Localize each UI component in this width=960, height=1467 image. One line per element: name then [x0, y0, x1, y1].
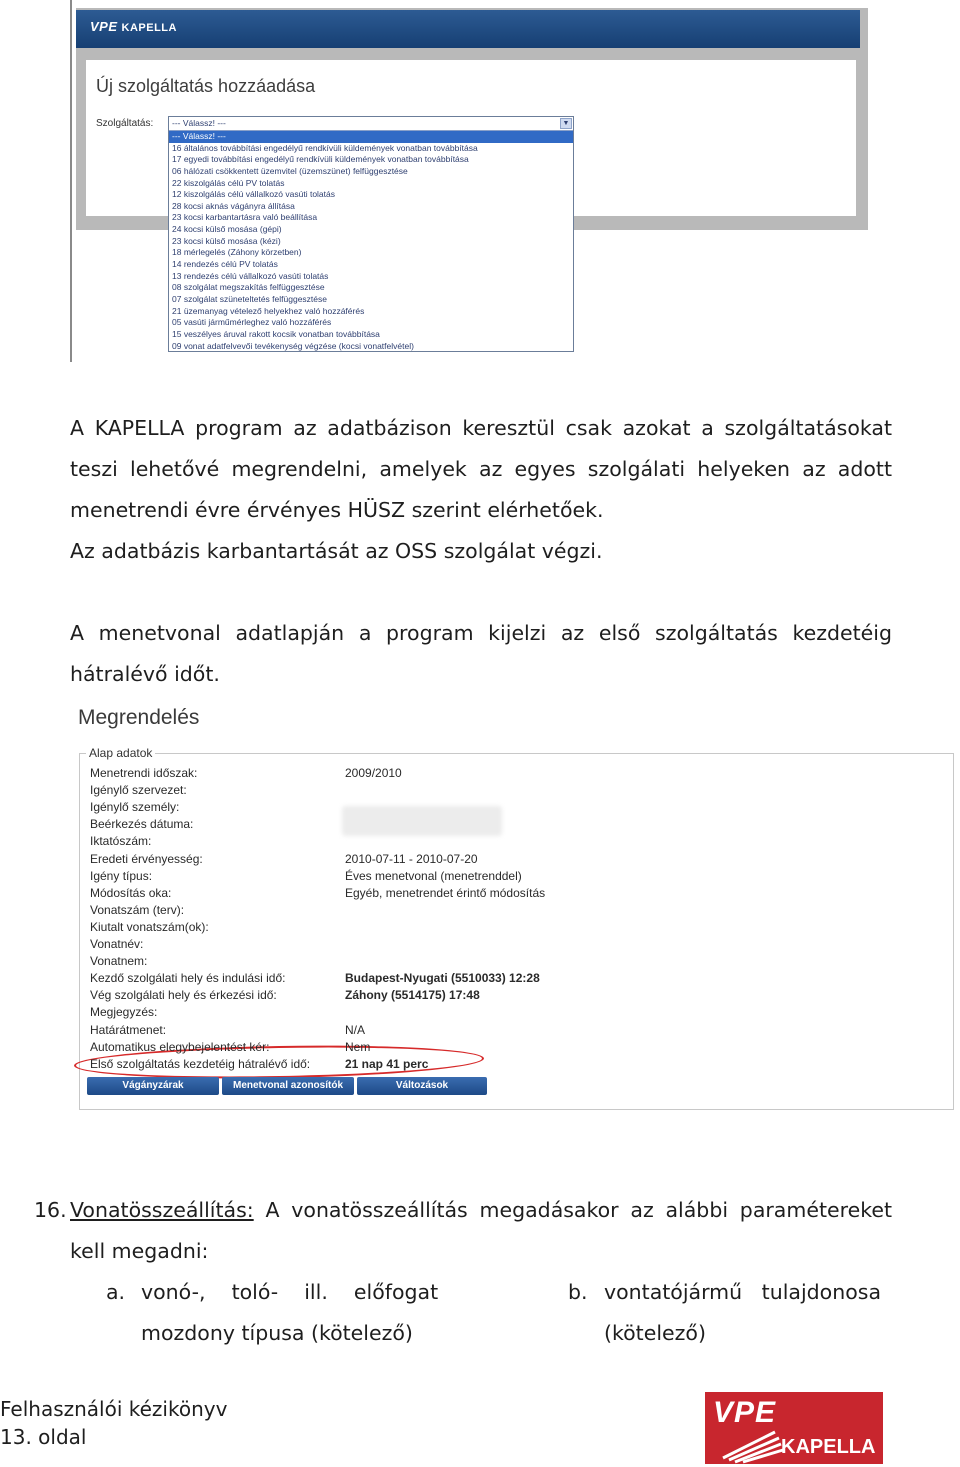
field-label: Megjegyzés: [90, 1005, 158, 1020]
field-label: Módosítás oka: [90, 885, 172, 900]
item-b-marker: b. [568, 1280, 588, 1304]
service-select-dropdown[interactable] [168, 116, 574, 352]
field-value: 21 nap 41 perc [345, 1056, 429, 1071]
item-a-marker: a. [106, 1280, 126, 1304]
service-option[interactable]: 07 szolgálat szüneteltetés felfüggesztése [172, 293, 327, 304]
field-label: Vég szolgálati hely és érkezési idő: [90, 988, 277, 1003]
field-label: Vonatszám (terv): [90, 902, 185, 917]
field-label: Menetrendi időszak: [90, 766, 198, 780]
footer-manual-title: Felhasználói kézikönyv [0, 1397, 228, 1421]
field-label: Automatikus elegybejelentést kér: [90, 1039, 270, 1054]
service-option[interactable]: 23 kocsi külső mosása (kézi) [172, 235, 281, 246]
field-label: Határátmenet: [90, 1022, 167, 1037]
changes-button[interactable]: Változások [357, 1077, 487, 1095]
field-label: Iktatószám: [90, 834, 152, 849]
service-option[interactable]: 22 kiszolgálás célú PV tolatás [172, 177, 285, 188]
service-option[interactable]: 14 rendezés célú PV tolatás [172, 259, 278, 270]
paragraph-1-line-2: teszi lehetővé megrendelni, amelyek az egyes szolgálati helyeken az adott [70, 457, 892, 481]
path-identifiers-button[interactable]: Menetvonal azonosítók [222, 1077, 354, 1095]
order-screenshot [70, 700, 956, 1112]
margin-line [70, 0, 72, 362]
item-a-line-2: mozdony típusa (kötelező) [141, 1321, 413, 1345]
paragraph-1-line-4: Az adatbázis karbantartását az OSS szolgálat végzi. [70, 539, 603, 563]
paragraph-1-line-3: menetrendi évre érvényes HÜSZ szerint elérhetőek. [70, 498, 604, 522]
field-label: Igény típus: [90, 868, 153, 883]
order-title: Megrendelés [78, 706, 200, 729]
service-option[interactable]: 13 rendezés célú vállalkozó vasúti tolatás [172, 270, 329, 281]
section-heading: Vonatösszeállítás: [70, 1198, 254, 1222]
field-label: Vonatnem: [90, 954, 148, 969]
service-option[interactable]: 24 kocsi külső mosása (gépi) [172, 224, 282, 235]
service-option[interactable]: 06 hálózati csökkentett üzemvitel (üzemszünet) felfüggesztése [172, 165, 408, 176]
add-service-title: Új szolgáltatás hozzáadása [96, 76, 316, 96]
track-closures-button[interactable]: Vágányzárak [87, 1077, 219, 1095]
item-b-line-1: vontatójármű tulajdonosa [604, 1280, 882, 1304]
field-label: Beérkezés dátuma: [90, 817, 194, 832]
item-b-line-2: (kötelező) [604, 1321, 706, 1345]
field-value: Egyéb, menetrendet érintő módosítás [345, 885, 546, 900]
service-option[interactable]: 21 üzemanyag vételező helyekhez való hozzáférés [172, 305, 365, 316]
service-option[interactable]: 16 általános továbbítási engedélyű rendkívüli küldemények vonatban továbbítása [172, 142, 478, 153]
paragraph-2-line-2: hátralévő időt. [70, 662, 220, 686]
field-value: 2010-07-11 - 2010-07-20 [345, 851, 478, 866]
service-field-label: Szolgáltatás: [96, 118, 154, 129]
kapella-mini-logo: VPE KAPELLA [90, 19, 177, 34]
field-label: Vonatnév: [90, 937, 144, 951]
basic-data-legend: Alap adatok [86, 746, 155, 760]
field-value: Budapest-Nyugati (5510033) 12:28 [345, 971, 540, 986]
service-options-list [169, 131, 573, 352]
service-option[interactable]: 09 vonat adatfelvevői tevékenység végzése (kocsi vonatfelvétel) [172, 340, 414, 351]
section-16-line-1: Vonatösszeállítás: A vonatösszeállítás megadásakor az alábbi paramétereket [70, 1198, 892, 1222]
logo-vpe-text: VPE [713, 1396, 777, 1429]
logo-kapella-text: KAPELLA [781, 1436, 876, 1458]
section-16-line-2: kell megadni: [70, 1239, 209, 1263]
service-option[interactable]: --- Válassz! --- [169, 131, 573, 143]
field-value: Záhony (5514175) 17:48 [345, 988, 480, 1003]
service-option[interactable]: 18 mérlegelés (Záhony körzetben) [172, 247, 302, 258]
field-value: Nem [345, 1039, 371, 1054]
field-label: Eredeti érvényesség: [90, 851, 203, 866]
vpe-kapella-logo [705, 1392, 883, 1464]
service-select-value[interactable]: --- Válassz! --- ▼ [169, 117, 573, 131]
item-a-line-1: vonó-, toló- ill. előfogat [141, 1280, 439, 1304]
service-option[interactable]: 28 kocsi aknás vágányra állítása [172, 200, 295, 211]
field-label: Kiutalt vonatszám(ok): [90, 919, 209, 934]
field-label: Igénylő szervezet: [90, 783, 187, 798]
redacted-data [342, 806, 502, 836]
field-label: Első szolgáltatás kezdetéig hátralévő idő: [90, 1056, 311, 1071]
field-value: N/A [345, 1022, 366, 1037]
add-service-screenshot [70, 0, 870, 362]
paragraph-1-line-1: A KAPELLA program az adatbázison keresztül csak azokat a szolgáltatásokat [70, 416, 892, 440]
service-option[interactable]: 12 kiszolgálás célú vállalkozó vasúti tolatás [172, 189, 336, 200]
field-label: Kezdő szolgálati hely és indulási idő: [90, 971, 286, 986]
field-label: Igénylő személy: [90, 800, 180, 815]
section-number: 16. [34, 1198, 67, 1222]
app-header-bar [76, 10, 860, 48]
service-option[interactable]: 23 kocsi karbantartásra való beállítása [172, 212, 318, 223]
footer-page-number: 13. oldal [0, 1425, 87, 1449]
field-value: 2009/2010 [345, 766, 402, 780]
service-option[interactable]: 17 egyedi továbbítási engedélyű rendkívüli küldemények vonatban továbbítása [172, 154, 469, 165]
service-option[interactable]: 15 veszélyes áruval rakott kocsik vonatban továbbítása [172, 328, 380, 339]
service-option[interactable]: 05 vasúti járműmérleghez való hozzáférés [172, 317, 332, 328]
chevron-down-icon[interactable]: ▼ [560, 118, 572, 129]
service-option[interactable]: 08 szolgálat megszakítás felfüggesztése [172, 282, 325, 293]
field-value: Éves menetvonal (menetrenddel) [345, 868, 522, 883]
paragraph-2-line-1: A menetvonal adatlapján a program kijelzi az első szolgáltatás kezdetéig [70, 621, 892, 645]
